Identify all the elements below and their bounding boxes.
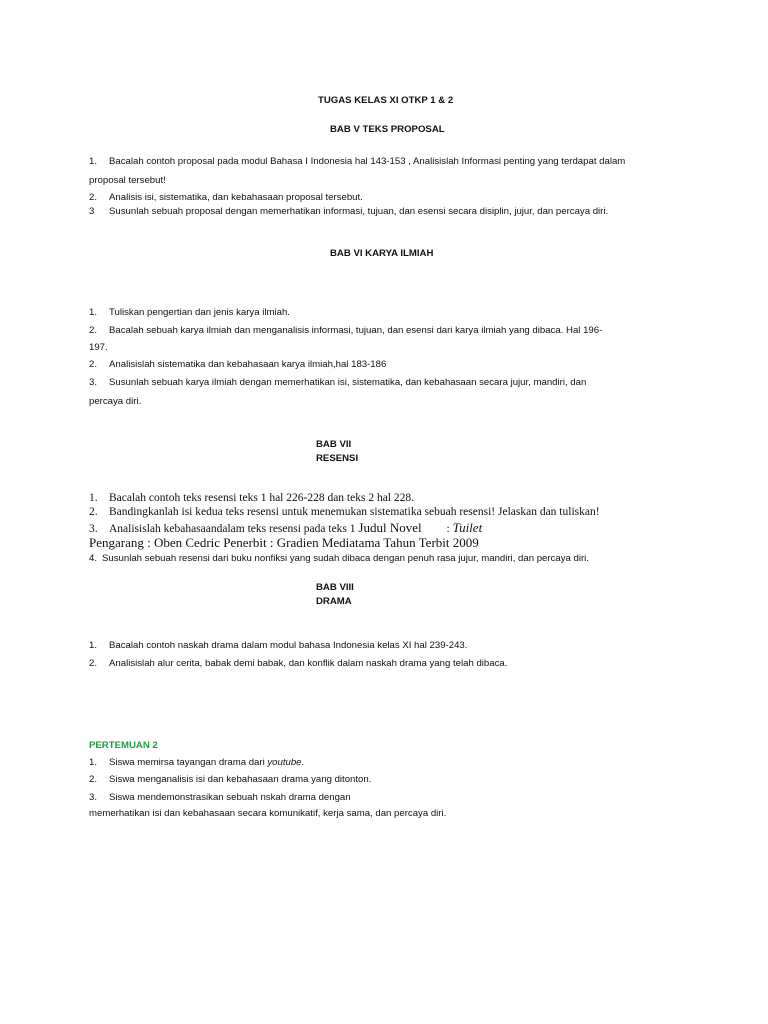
bab5-item-3 [89, 206, 608, 217]
list-number: 2. [89, 359, 98, 370]
list-number: 1. [89, 156, 98, 167]
bab8-heading-line2: DRAMA [316, 596, 352, 607]
pertemuan2-item-3 [89, 792, 351, 803]
bab7-pengarang-line: Pengarang : Oben Cedric Penerbit : Gradien Mediatama Tahun Terbit 2009 [89, 535, 479, 550]
bab7-item-2 [89, 506, 600, 518]
bab5-item-1 [89, 156, 625, 167]
novel-title: Tuilet [452, 520, 483, 535]
list-text: Siswa memirsa tayangan drama dari [109, 757, 268, 768]
bab7-heading-line2: RESENSI [316, 453, 359, 464]
list-text: Tuliskan pengertian dan jenis karya ilmiah. [109, 307, 290, 318]
list-number: 2. [89, 325, 98, 336]
bab5-item-1-cont: proposal tersebut! [89, 175, 166, 186]
list-text: Bacalah contoh teks resensi teks 1 hal 226-228 dan teks 2 hal 228. [109, 492, 414, 504]
list-text: Bandingkanlah isi kedua teks resensi untuk menemukan sistematika sebuah resensi! Jelaskan dan tuliskan! [109, 506, 600, 518]
novel-label: Judul Novel [358, 520, 422, 535]
list-text: Siswa mendemonstrasikan sebuah nskah drama dengan [109, 792, 351, 803]
list-number: 3 [89, 206, 95, 217]
list-text: Analisis isi, sistematika, dan kebahasaan proposal tersebut. [109, 192, 363, 203]
bab6-item-4 [89, 377, 586, 388]
list-text-end: . [301, 757, 305, 768]
youtube-text: youtube [267, 757, 302, 768]
list-text: Susunlah sebuah resensi dari buku nonfiksi yang sudah dibaca dengan penuh rasa jujur, mandiri, dan percaya diri. [102, 553, 589, 564]
list-number: 2. [89, 774, 98, 785]
list-number: 2. [89, 658, 98, 669]
bab8-item-1 [89, 640, 467, 651]
list-number: 3. [89, 377, 98, 388]
list-number: 1. [89, 640, 98, 651]
list-text: Bacalah contoh naskah drama dalam modul bahasa Indonesia kelas XI hal 239-243. [109, 640, 468, 651]
bab5-item-2 [89, 192, 363, 203]
bab6-item-2 [89, 325, 602, 336]
list-number: 2. [89, 506, 98, 518]
bab5-heading: BAB V TEKS PROPOSAL [330, 124, 445, 135]
bab7-item-4 [89, 553, 589, 564]
list-number: 1. [89, 757, 98, 768]
pertemuan2-heading: PERTEMUAN 2 [89, 740, 158, 751]
bab6-item-4-cont: percaya diri. [89, 396, 142, 407]
list-text: Analisislah kebahasaandalam teks resensi pada teks 1 [109, 523, 359, 535]
bab7-heading-line1: BAB VII [316, 439, 352, 450]
list-text: Analisislah alur cerita, babak demi babak, dan konflik dalam naskah drama yang telah dibaca. [109, 658, 508, 669]
bab6-item-2-cont: 197. [89, 342, 108, 353]
list-text: Susunlah sebuah karya ilmiah dengan memerhatikan isi, sistematika, dan kebahasaan secara jujur, mandiri, dan [109, 377, 587, 388]
list-number: 3. [89, 523, 98, 535]
bab8-heading-line1: BAB VIII [316, 582, 354, 593]
bab8-item-2 [89, 658, 507, 669]
list-number: 1. [89, 492, 98, 504]
list-text: Analisislah sistematika dan kebahasaan karya ilmiah,hal 183-186 [109, 359, 387, 370]
bab6-item-1 [89, 307, 290, 318]
pertemuan2-item-2 [89, 774, 371, 785]
list-number: 2. [89, 192, 98, 203]
document-title: TUGAS KELAS XI OTKP 1 & 2 [318, 95, 454, 106]
bab6-heading: BAB VI KARYA ILMIAH [330, 248, 434, 259]
list-text: Bacalah sebuah karya ilmiah dan menganalisis informasi, tujuan, dan esensi dari karya ilmiah yang dibaca. Hal 196- [109, 325, 603, 336]
list-text: Siswa menganalisis isi dan kebahasaan drama yang ditonton. [109, 774, 372, 785]
bab6-item-3 [89, 359, 386, 370]
list-text: Bacalah contoh proposal pada modul Bahasa I Indonesia hal 143-153 , Analisislah Informasi penting yang terdapat dalam [109, 156, 626, 167]
list-number: 3. [89, 792, 98, 803]
pertemuan2-item-1 [89, 757, 304, 768]
list-number: 4. [89, 553, 98, 564]
bab7-item-1 [89, 492, 414, 504]
novel-separator: : [443, 523, 453, 535]
list-number: 1. [89, 307, 98, 318]
bab7-item-3 [89, 520, 482, 536]
list-text: Susunlah sebuah proposal dengan memerhatikan informasi, tujuan, dan esensi secara disiplin, jujur, dan percaya diri. [109, 206, 609, 217]
pertemuan2-item-3-cont: memerhatikan isi dan kebahasaan secara komunikatif, kerja sama, dan percaya diri. [89, 808, 447, 819]
